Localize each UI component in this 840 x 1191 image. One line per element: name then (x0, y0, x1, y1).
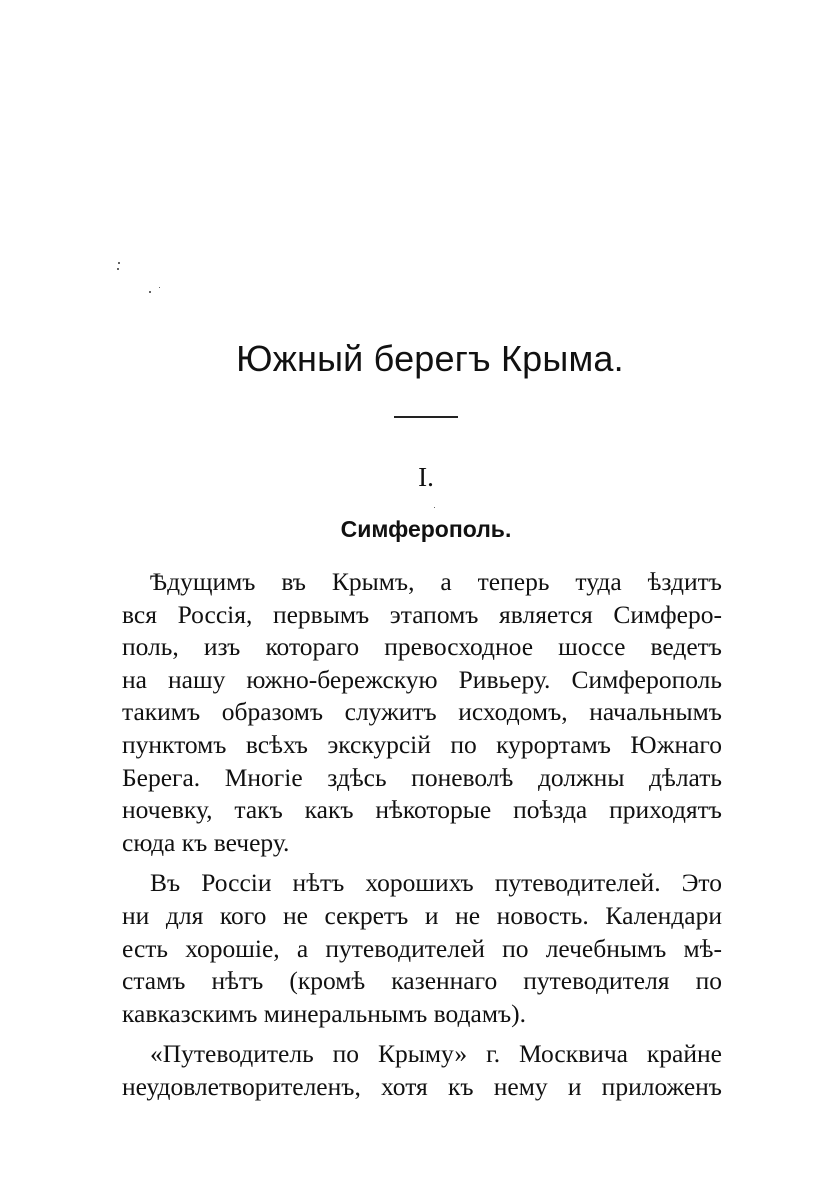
text-line: «Путеводитель по Крыму» г. Москвича крайне (150, 1039, 722, 1069)
text-line: на нашу южно-бережскую Ривьеру. Симферополь (122, 664, 722, 694)
body-text (122, 566, 722, 1112)
text-line: ни для кого не секретъ и не новость. Календари (122, 900, 722, 930)
paragraph-3 (122, 1038, 722, 1103)
text-line: такимъ образомъ служитъ исходомъ, начальнымъ (122, 697, 722, 727)
paragraph-1 (122, 566, 722, 859)
page-title: Южный берегъ Крыма. (236, 338, 624, 379)
section-heading: Симферополь. (340, 516, 512, 542)
text-line: Въ Россіи нѣтъ хорошихъ путеводителей. Это (150, 868, 722, 898)
text-line: есть хорошіе, а путеводителей по лечебнымъ мѣ- (122, 933, 722, 963)
text-line: вся Россія, первымъ этапомъ является Симферо- (122, 599, 722, 629)
text-line: Берега. Многіе здѣсь поневолѣ должны дѣлать (122, 762, 722, 792)
text-line: поль, изъ котораго превосходное шоссе ведетъ (122, 632, 722, 662)
text-line: стамъ нѣтъ (кромѣ казеннаго путеводителя по (122, 966, 722, 996)
text-line: пунктомъ всѣхъ экскурсій по курортамъ Южнаго (122, 729, 722, 759)
chapter-number: I. (418, 462, 434, 492)
text-line: сюда къ вечеру. (122, 827, 290, 857)
paragraph-2 (122, 867, 722, 1030)
text-line: Ѣдущимъ въ Крымъ, а теперь туда ѣздитъ (150, 567, 722, 596)
text-line: неудовлетворителенъ, хотя къ нему и приложенъ (122, 1071, 722, 1101)
text-line: кавказскимъ минеральнымъ водамъ). (122, 998, 527, 1028)
title-divider (394, 416, 458, 418)
text-line: ночевку, такъ какъ нѣкоторые поѣзда приходятъ (122, 795, 722, 825)
